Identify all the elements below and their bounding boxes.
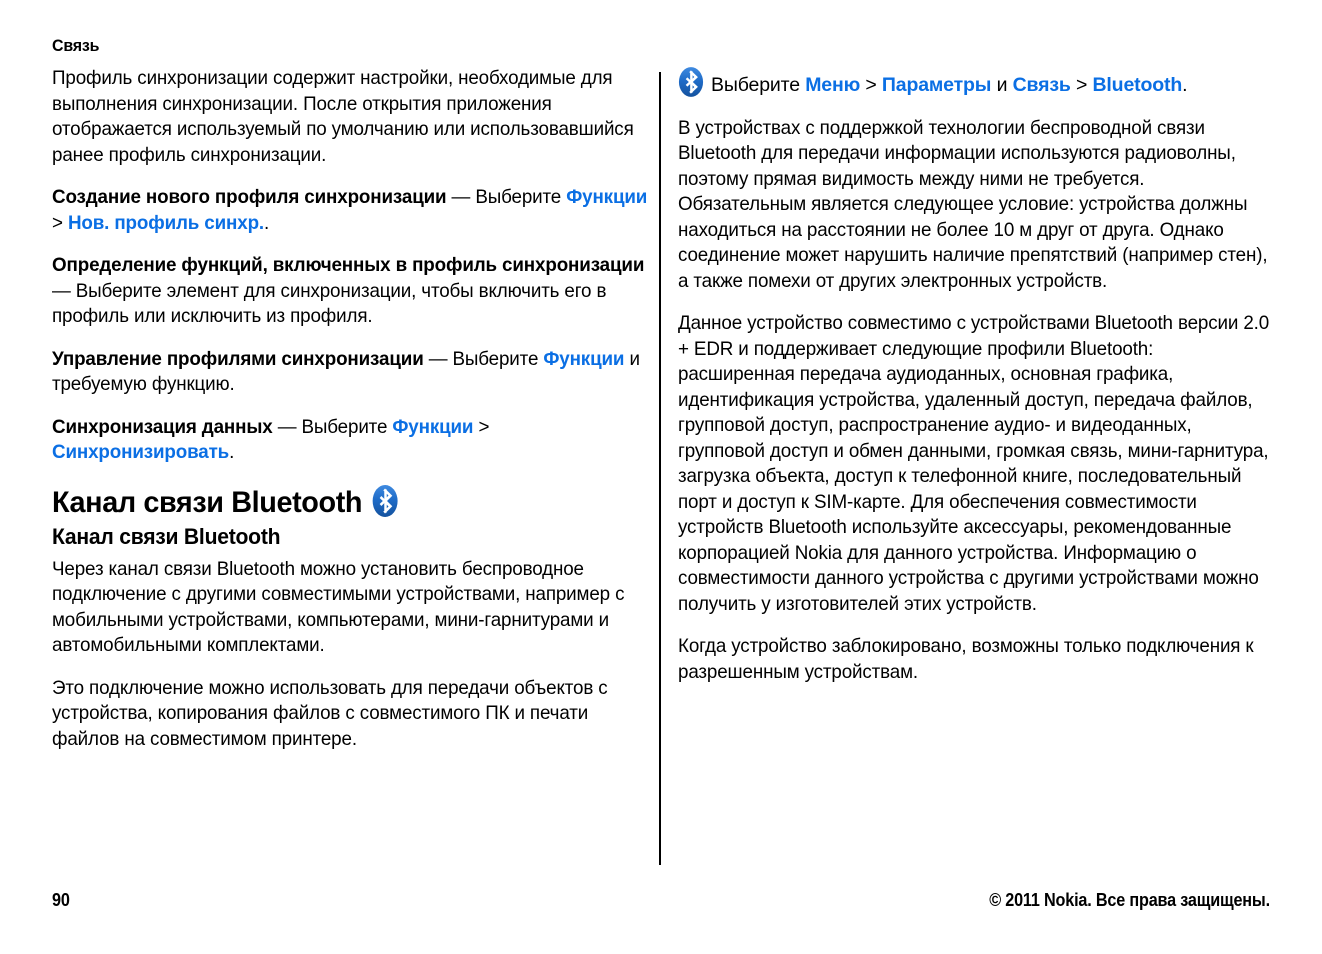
entry-term: Управление профилями синхронизации <box>52 347 424 370</box>
entry-create-sync-profile <box>52 185 648 236</box>
bluetooth-usage-paragraph: Это подключение можно использовать для передачи объектов с устройства, копирования файлов с совместимого ПК и печати файлов на совместимом принтере. <box>52 676 608 750</box>
running-head: Связь <box>52 36 100 55</box>
entry-sync-data <box>52 415 648 466</box>
bluetooth-icon <box>372 484 399 518</box>
page-footer <box>52 890 1270 916</box>
bluetooth-icon <box>678 66 704 98</box>
link-menu[interactable]: Меню <box>805 74 861 96</box>
entry-dash: — <box>272 415 302 438</box>
entry-dash: — <box>423 347 453 370</box>
entry-text-after: и требуемую функцию. <box>52 347 640 395</box>
section-heading-label: Канал связи Bluetooth <box>52 485 363 519</box>
entry-term: Создание нового профиля синхронизации <box>52 186 447 208</box>
entry-text-before: Выберите <box>475 186 567 208</box>
entry-define-sync-functions <box>52 253 648 330</box>
page-number: 90 <box>52 890 70 910</box>
note-text-after: . <box>1182 74 1188 96</box>
link-functions[interactable]: Функции <box>566 186 648 208</box>
entry-separator: > <box>52 211 68 234</box>
note-text-before: Выберите <box>711 74 806 96</box>
bluetooth-description-paragraph: Через канал связи Bluetooth можно установить беспроводное подключение с другими совместимыми устройствами, например с мобильными устройствами, компьютерами, мини-гарнитурами и автомобильными комплектами. <box>52 557 625 656</box>
bluetooth-profiles-paragraph: Данное устройство совместимо с устройствами Bluetooth версии 2.0 + EDR и поддерживает следующие профили Bluetooth: расширенная передача аудиоданных, основная графика, идентификация устройства, удаленный доступ, передача файлов, групповой доступ, распространение аудио- и видеоданных, групповой доступ и обмен данными, громкая связь, мини-гарнитура, загрузка объекта, доступ к телефонной книге, последовательный порт и доступ к SIM-карте. Для обеспечения совместимости устройств Bluetooth используйте аксессуары, рекомендованные корпорацией Nokia для данного устройства. Информацию о совместимости данного устройства с другими устройствами можно получить у изготовителей этих устройств. <box>678 312 1270 615</box>
bluetooth-menu-path-note <box>678 66 1278 99</box>
entry-text-before: Выберите <box>452 347 544 370</box>
section-heading-bluetooth <box>52 484 628 521</box>
entry-text-after: . <box>264 211 270 234</box>
bluetooth-locked-device-paragraph: Когда устройство заблокировано, возможны только подключения к разрешенным устройствам. <box>678 635 1254 683</box>
entry-text-after: . <box>229 441 235 463</box>
entry-separator: > <box>473 415 490 438</box>
entry-term: Синхронизация данных <box>52 415 273 438</box>
link-functions[interactable]: Функции <box>543 347 625 370</box>
link-connectivity[interactable]: Связь <box>1012 74 1071 96</box>
note-separator-1: > <box>860 74 882 96</box>
copyright-notice: © 2011 Nokia. Все права защищены. <box>989 890 1270 910</box>
entry-text-before: Выберите <box>301 415 393 438</box>
note-separator-2: > <box>1070 74 1093 96</box>
entry-dash: — <box>446 186 476 208</box>
bluetooth-radio-paragraph: В устройствах с поддержкой технологии беспроводной связи Bluetooth для передачи информации используются радиоволны, поэтому прямая видимость между ними не требуется. Обязательным является следующее условие: устройства должны находиться на расстоянии не более 10 м друг от друга. Однако соединение может нарушить наличие препятствий (например стен), а также помехи от других электронных устройств. <box>678 116 1268 292</box>
left-column <box>52 66 652 752</box>
link-settings[interactable]: Параметры <box>881 74 992 96</box>
subsection-heading-bluetooth: Канал связи Bluetooth <box>52 523 281 549</box>
intro-paragraph: Профиль синхронизации содержит настройки, необходимые для выполнения синхронизации. После открытия приложения отображается используемый по умолчанию или использовавшийся ранее профиль синхронизации. <box>52 67 634 166</box>
entry-manage-sync-profiles <box>52 347 648 398</box>
link-new-sync-profile[interactable]: Нов. профиль синхр. <box>67 211 265 234</box>
link-bluetooth[interactable]: Bluetooth <box>1092 74 1183 96</box>
entry-dash: — <box>52 279 76 302</box>
entry-text-before: Выберите элемент для синхронизации, чтобы включить его в профиль или исключить из профиля. <box>52 279 607 327</box>
right-column <box>678 66 1278 685</box>
link-functions[interactable]: Функции <box>392 415 474 438</box>
link-synchronize[interactable]: Синхронизировать <box>52 441 230 463</box>
entry-term: Определение функций, включенных в профиль синхронизации <box>52 254 645 276</box>
page-columns <box>0 66 1322 866</box>
note-conjunction: и <box>991 74 1013 96</box>
